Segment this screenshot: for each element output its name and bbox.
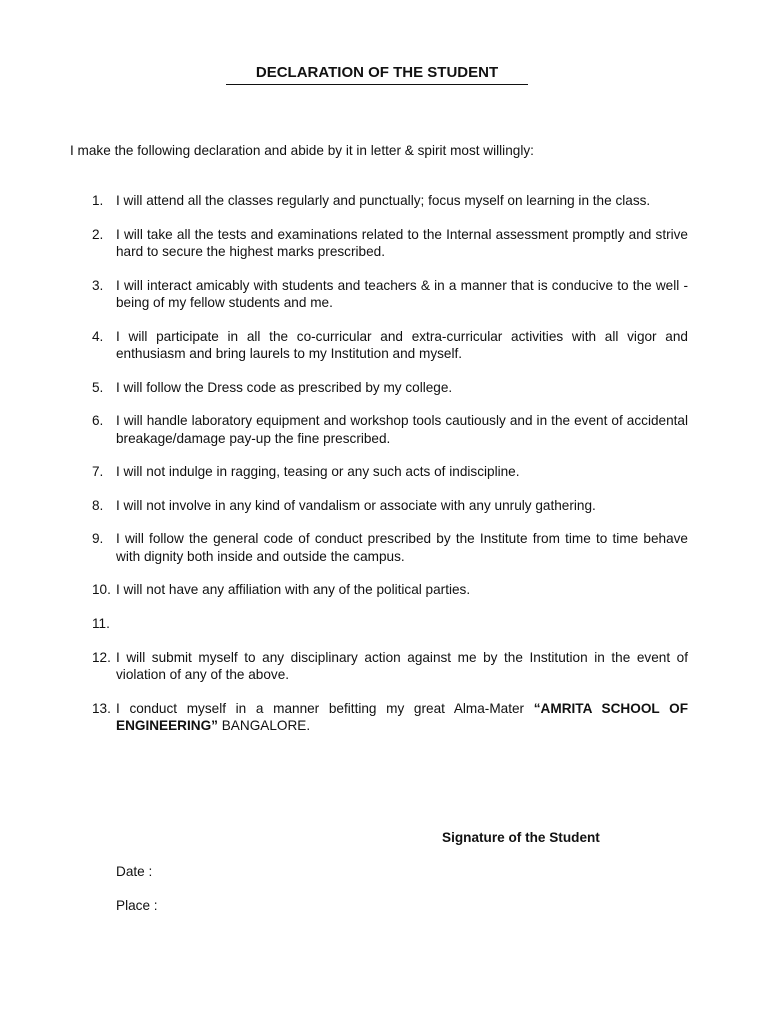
item-number: 5.: [92, 379, 104, 395]
declaration-list: [92, 192, 688, 751]
item-text: I will not have any affiliation with any of the political parties.: [116, 582, 471, 598]
item-text: [116, 615, 688, 632]
item-number: 3.: [92, 277, 104, 293]
list-item: [92, 328, 688, 363]
list-item: [92, 226, 688, 261]
list-item: [92, 277, 688, 312]
document-title: DECLARATION OF THE STUDENT: [226, 63, 528, 85]
list-item: [92, 649, 688, 684]
item-text: I will handle laboratory equipment and workshop tools cautiously and in the event of accidental breakage/damage pay-up the fine prescribed.: [116, 413, 688, 446]
item-text: I will interact amicably with students and teachers & in a manner that is conducive to the well -being of my fellow students and me.: [116, 277, 688, 310]
item-number: 12.: [92, 649, 111, 665]
item-number: 1.: [92, 193, 104, 208]
item-text: I will take all the tests and examinations related to the Internal assessment promptly and strive hard to secure the highest marks prescribed.: [116, 226, 688, 259]
item-text: [116, 700, 688, 735]
item-text: I will participate in all the co-curricular and extra-curricular activities with all vigor and enthusiasm and bring laurels to my Institution and myself.: [116, 328, 688, 361]
intro-text: I make the following declaration and abide by it in letter & spirit most willingly:: [70, 143, 534, 158]
list-item: [92, 412, 688, 447]
item-text: I will follow the general code of conduct prescribed by the Institute from time to time behave with dignity both inside and outside the campus.: [116, 531, 688, 564]
item-text: I will not involve in any kind of vandalism or associate with any unruly gathering.: [116, 497, 596, 513]
list-item: [92, 700, 688, 735]
list-item: [92, 192, 688, 209]
list-item: [92, 463, 688, 480]
signature-label: Signature of the Student: [442, 830, 600, 845]
item-text-after: BANGALORE.: [217, 717, 311, 733]
list-item: [92, 379, 688, 396]
place-label: Place :: [116, 898, 158, 913]
item-text: I will attend all the classes regularly and punctually; focus myself on learning in the class.: [116, 193, 651, 208]
item-text-before: I conduct myself in a manner befitting my great Alma-Mater: [116, 700, 534, 716]
school-name: “AMRITA SCHOOL OF ENGINEERING”: [116, 700, 688, 733]
item-number: 13.: [92, 700, 111, 716]
item-text: I will not indulge in ragging, teasing or any such acts of indiscipline.: [116, 464, 520, 480]
item-number: 4.: [92, 328, 104, 344]
item-number: 8.: [92, 497, 104, 513]
item-number: 11.: [92, 615, 110, 631]
item-number: 2.: [92, 226, 104, 242]
item-number: 7.: [92, 464, 104, 480]
item-text: I will submit myself to any disciplinary action against me by the Institution in the event of violation of any of the above.: [116, 649, 688, 682]
item-number: 9.: [92, 531, 104, 547]
list-item: [92, 615, 688, 632]
list-item: [92, 581, 688, 598]
list-item: [92, 530, 688, 565]
date-label: Date :: [116, 864, 153, 879]
item-text: I will follow the Dress code as prescribed by my college.: [116, 379, 453, 395]
item-number: 6.: [92, 413, 104, 429]
list-item: [92, 497, 688, 514]
item-number: 10.: [92, 582, 111, 598]
